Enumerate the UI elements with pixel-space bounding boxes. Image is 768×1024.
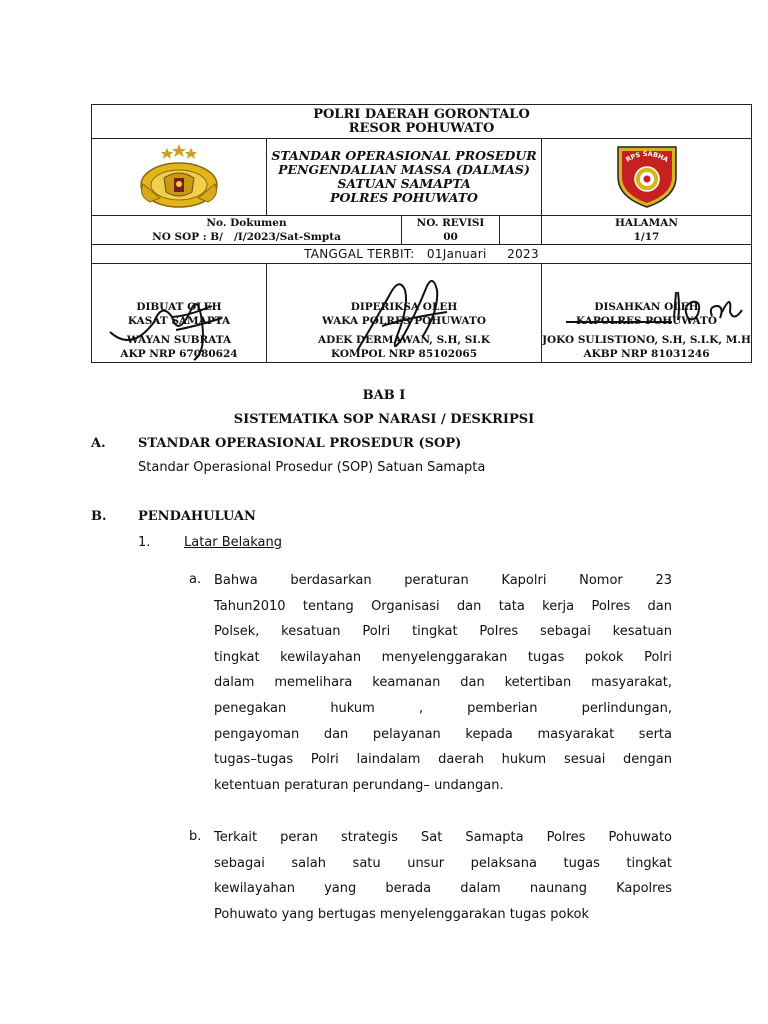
paragraph-line: Bahwa berdasarkan peraturan Kapolri Nomor 23 <box>214 573 672 588</box>
page-count-cell <box>542 216 752 245</box>
korps-sabhara-shield-icon <box>612 141 682 211</box>
polri-emblem-icon <box>134 140 224 212</box>
subsection-1-title: Latar Belakang <box>184 535 283 550</box>
page-count-value: 1/17 <box>633 231 660 243</box>
sop-title-cell <box>267 139 542 216</box>
sop-title-line-2: PENGENDALIAN MASSA (DALMAS) <box>278 162 530 177</box>
subsection-1-number: 1. <box>138 535 151 550</box>
paragraph-line: Terkait peran strategis Sat Samapta Polres Pohuwato <box>214 830 672 845</box>
signer-3-name: JOKO SULISTIONO, S.H, S.I.K, M.H <box>542 334 751 346</box>
signer-approved-cell <box>542 264 752 363</box>
signer-1-name: WAYAN SUBRATA <box>126 334 232 346</box>
paragraph-line: penegakan hukum , pemberian perlindungan, <box>214 700 672 716</box>
section-a-text: Standar Operasional Prosedur (SOP) Satuan Samapta <box>138 460 486 475</box>
org-line-2: RESOR POHUWATO <box>348 120 495 136</box>
sop-title-line-1: STANDAR OPERASIONAL PROSEDUR <box>271 148 537 163</box>
signer-2-name: ADEK DERMAWAN, S.H, SI.K <box>318 334 490 346</box>
signer-prepared-cell <box>92 264 267 363</box>
signer-3-role: DISAHKAN OLEH <box>594 301 699 313</box>
revision-value: 00 <box>443 231 458 243</box>
item-b-paragraph <box>214 825 672 927</box>
section-b-title: PENDAHULUAN <box>138 509 256 524</box>
org-line-1: POLRI DAERAH GORONTALO <box>313 106 530 122</box>
signer-1-position: KASAT SAMAPTA <box>127 315 231 327</box>
revision-cell <box>402 216 500 245</box>
paragraph-line: dalam memelihara keamanan dan ketertiban masyarakat, <box>214 675 672 691</box>
left-logo-cell <box>92 139 267 216</box>
svg-text:KORPS SABHARA: RPS SABHA <box>624 149 670 164</box>
paragraph-line: tingkat kewilayahan menyelenggarakan tugas pokok Polri <box>214 649 672 665</box>
doc-number-label: No. Dokumen <box>206 217 287 229</box>
revision-label: NO. REVISI <box>416 217 485 229</box>
paragraph-line: sebagai salah satu unsur pelaksana tugas tingkat <box>214 855 672 871</box>
sop-title-line-3: SATUAN SAMAPTA <box>337 176 471 191</box>
doc-number-cell <box>92 216 402 245</box>
paragraph-line: Polsek, kesatuan Polri tingkat Polres sebagai kesatuan <box>214 624 672 640</box>
paragraph-line: tugas–tugas Polri laindalam daerah hukum sesuai dengan <box>214 752 672 768</box>
chapter-number: BAB I <box>362 388 406 403</box>
paragraph-line: kewilayahan yang berada dalam naunang Kapolres <box>214 881 672 897</box>
page-count-label: HALAMAN <box>615 217 678 229</box>
paragraph-line: pengayoman dan pelayanan kepada masyarakat serta <box>214 726 672 742</box>
signer-3-nrp: AKBP NRP 81031246 <box>583 348 710 360</box>
signer-2-role: DIPERIKSA OLEH <box>350 301 458 313</box>
doc-number-value: NO SOP : B/ /I/2023/Sat-Smpta <box>152 231 341 243</box>
section-a-title: STANDAR OPERASIONAL PROSEDUR (SOP) <box>138 436 462 451</box>
signer-2-position: WAKA POLRES POHUWATO <box>322 315 486 327</box>
item-b-letter: b. <box>189 829 202 844</box>
section-a-letter: A. <box>91 436 106 451</box>
paragraph-line: Tahun2010 tentang Organisasi dan tata kerja Polres dan <box>214 598 672 614</box>
signer-checked-cell <box>267 264 542 363</box>
signer-1-role: DIBUAT OLEH <box>136 301 222 313</box>
paragraph-line: ketentuan peraturan perundang– undangan. <box>214 777 504 793</box>
paragraph-line: Pohuwato yang bertugas menyelenggarakan tugas pokok <box>214 906 590 922</box>
right-logo-cell <box>542 139 752 216</box>
sop-title-line-4: POLRES POHUWATO <box>330 190 478 205</box>
signer-3-position: KAPOLRES POHUWATO <box>575 315 717 327</box>
signer-2-nrp: KOMPOL NRP 85102065 <box>330 348 477 360</box>
meta-spacer-cell <box>500 216 542 245</box>
sop-header-table <box>91 104 752 363</box>
chapter-title: SISTEMATIKA SOP NARASI / DESKRIPSI <box>233 412 535 427</box>
organization-cell <box>92 105 752 139</box>
item-a-paragraph <box>214 568 672 798</box>
signer-1-nrp: AKP NRP 67080624 <box>120 348 238 360</box>
section-b-letter: B. <box>91 509 107 524</box>
item-a-letter: a. <box>189 572 202 587</box>
issue-date: TANGGAL TERBIT: 01Januari 2023 <box>92 245 752 264</box>
